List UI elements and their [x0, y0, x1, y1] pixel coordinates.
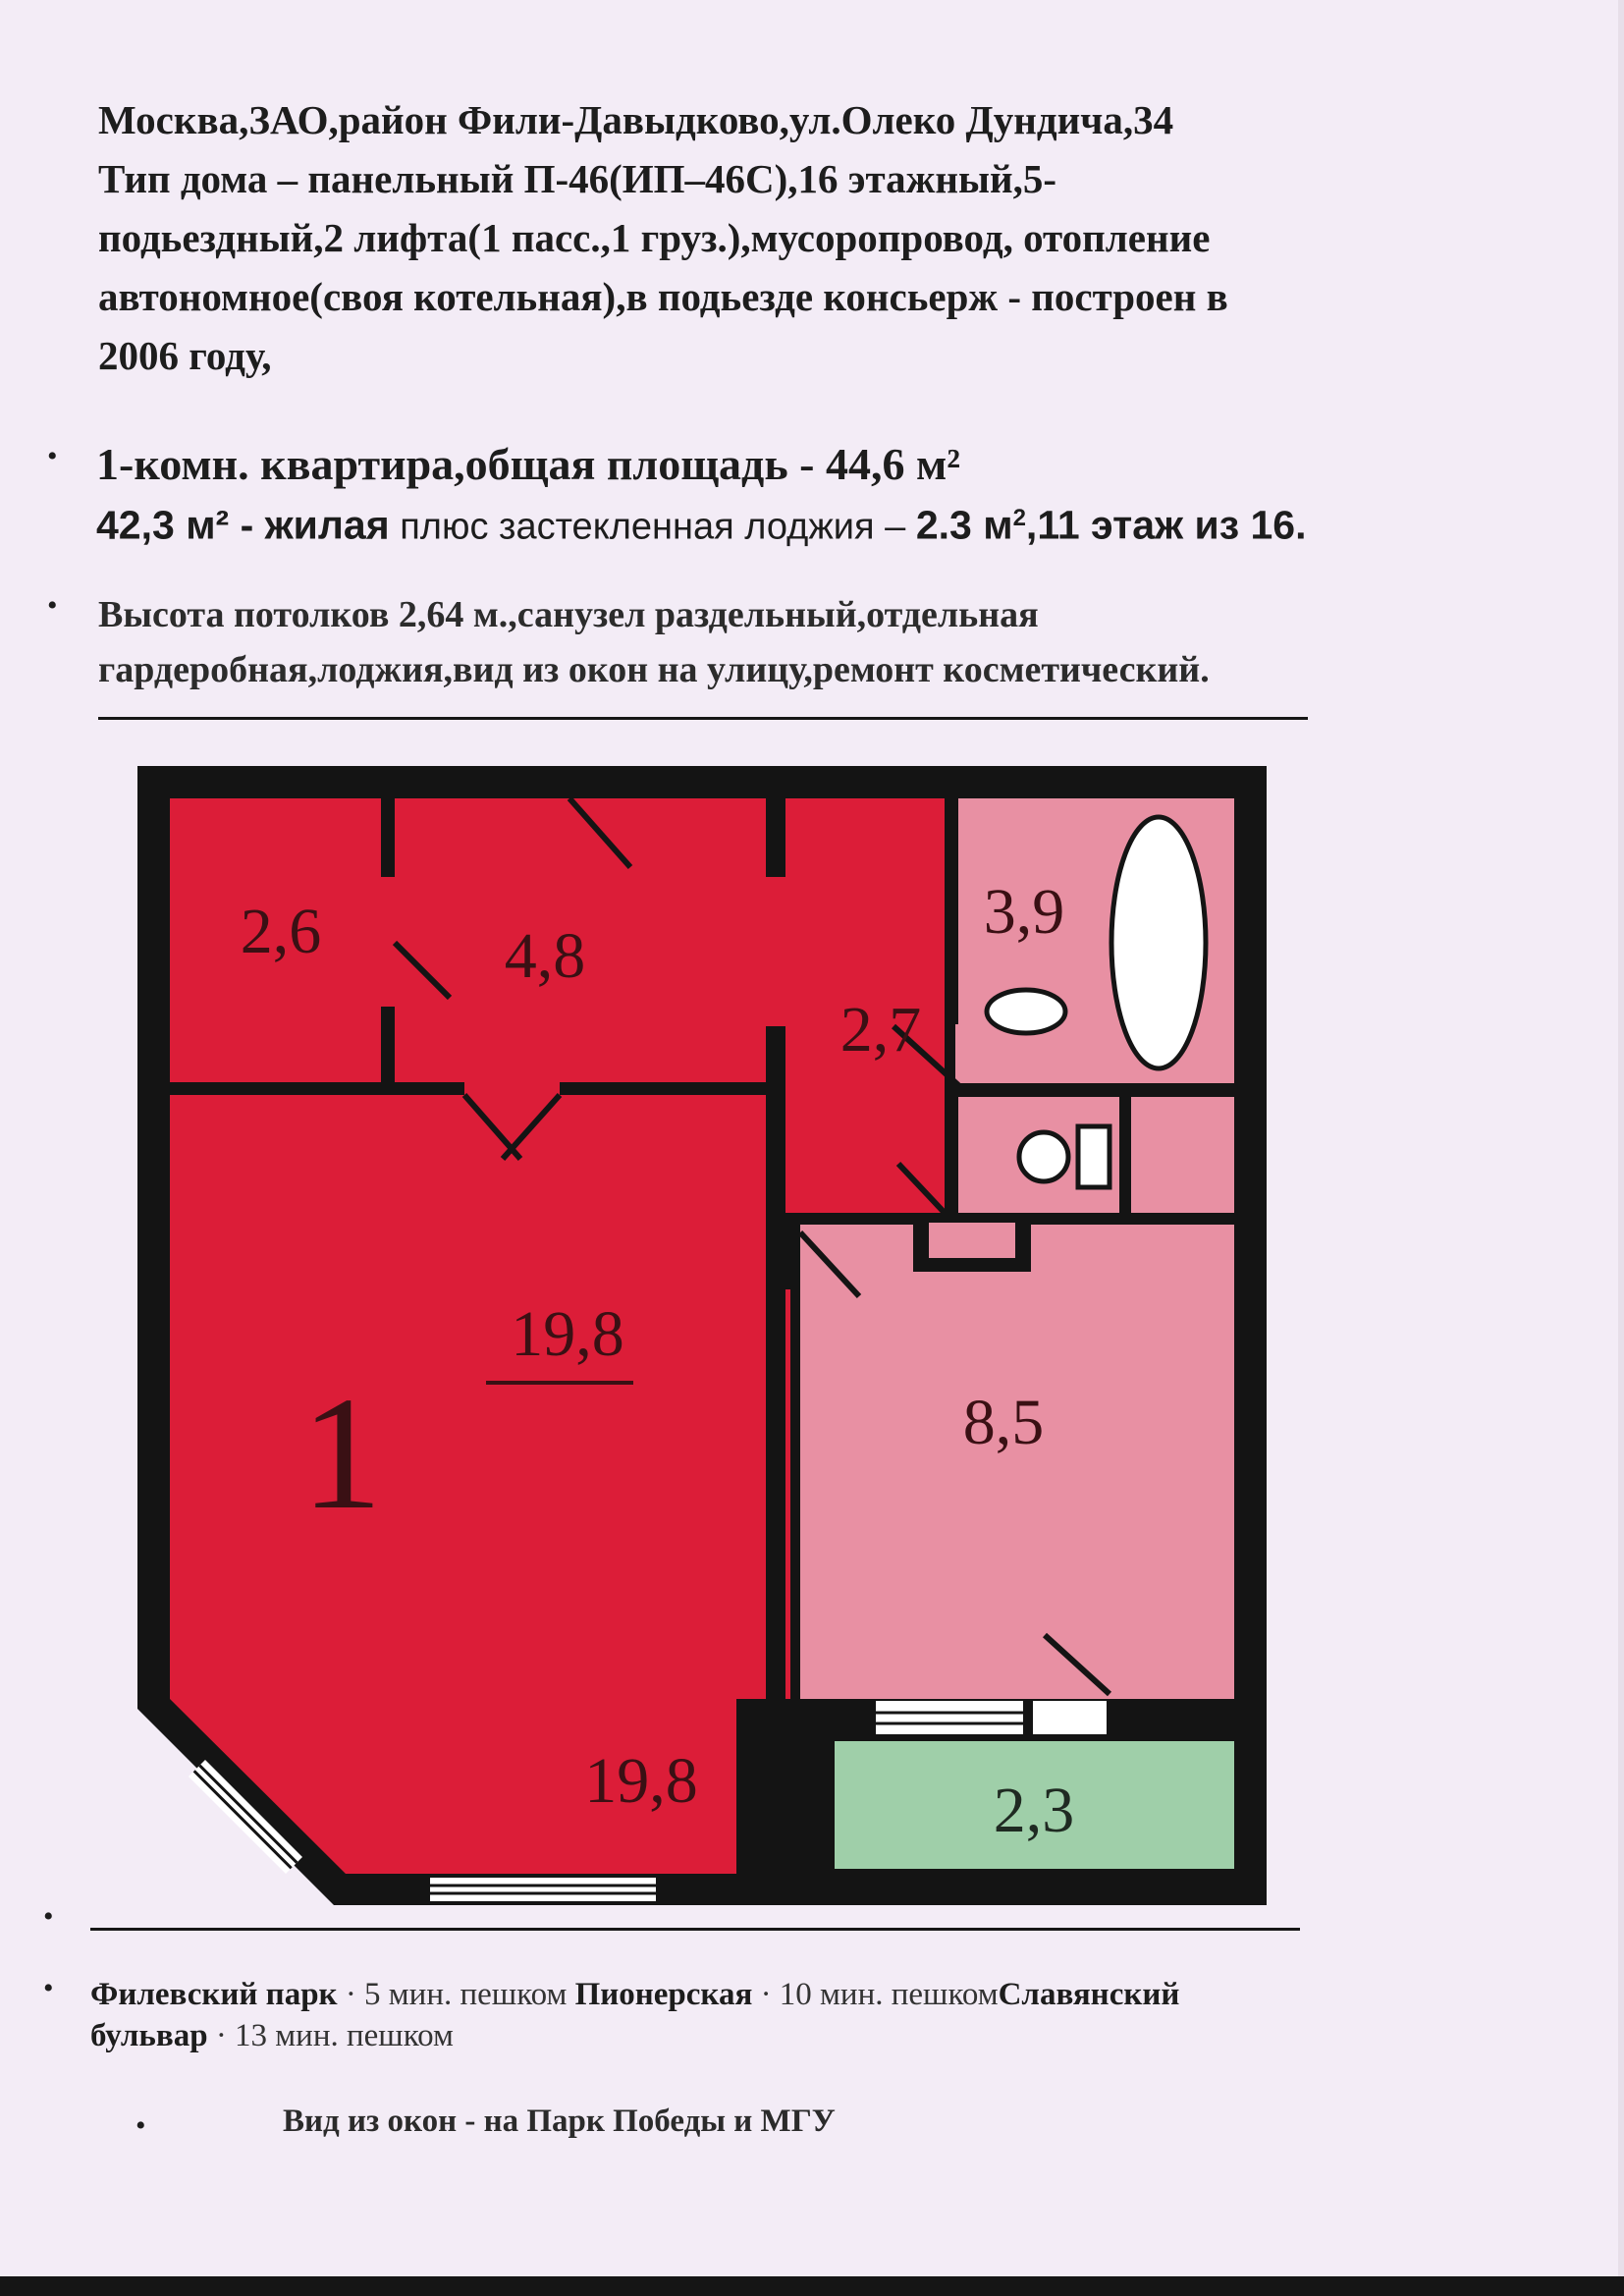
- window-icon: [430, 1878, 656, 1901]
- bullet-icon: •: [47, 589, 58, 622]
- room-label-corridor: 2,7: [839, 994, 922, 1066]
- wall: [736, 1699, 795, 1876]
- wall: [945, 1097, 958, 1215]
- scan-edge: [1618, 0, 1624, 2296]
- wall: [381, 1007, 395, 1095]
- room-label-bathroom: 3,9: [983, 876, 1065, 948]
- metro-station: Пионерская: [574, 1977, 753, 2012]
- wall: [560, 1082, 776, 1095]
- apartment-summary: [96, 440, 1306, 557]
- room-label-loggia: 2,3: [993, 1775, 1075, 1846]
- walk-time: · 10 мин. пешком: [752, 1977, 999, 2012]
- toilet-tank-icon: [1078, 1126, 1110, 1187]
- sink-icon: [987, 990, 1065, 1033]
- room-number: 1: [300, 1363, 383, 1543]
- wall: [766, 798, 785, 877]
- living-area: 42,3 м² - жилая: [96, 502, 390, 548]
- window-pane: [430, 1878, 656, 1901]
- loggia-sup: 2: [1012, 505, 1026, 531]
- walk-time: · 13 мин. пешком: [207, 2018, 454, 2053]
- bullet-icon: •: [135, 2109, 146, 2142]
- kitchen-zone: [800, 1223, 1234, 1699]
- header-line: Тип дома – панельный П-46(ИП–46С),16 этажный,5-: [98, 156, 1057, 201]
- header-line: Москва,ЗАО,район Фили-Давыдково,ул.Олеко Дундича,34: [98, 97, 1174, 142]
- walk-time: · 5 мин. пешком: [337, 1977, 575, 2012]
- loggia-text: плюс застекленная лоджия –: [389, 506, 916, 548]
- loggia-area: 2.3 м: [915, 502, 1013, 548]
- room-label-hall: 4,8: [504, 920, 586, 992]
- floor-info: ,11 этаж из 16.: [1025, 502, 1307, 548]
- window-pane: [876, 1701, 1023, 1734]
- wall: [170, 1082, 464, 1095]
- metro-station: Славянский: [998, 1977, 1180, 2012]
- room-label-main-top: 19,8: [511, 1298, 624, 1370]
- floor-plan-drawing: [137, 766, 1267, 1905]
- apartment-detail-line: [96, 489, 1306, 557]
- apartment-details: [98, 587, 1473, 697]
- bullet-icon: •: [43, 1900, 54, 1933]
- wall: [381, 798, 395, 877]
- wall: [945, 1083, 1239, 1097]
- wall: [766, 1026, 785, 1704]
- apartment-area-line: 1-комн. квартира,общая площадь - 44,6 м²: [96, 439, 961, 489]
- scan-edge: [0, 2276, 1624, 2296]
- metro-station: бульвар: [90, 2018, 208, 2053]
- floor-plan: [137, 766, 1267, 1905]
- toilet-bowl-icon: [1019, 1132, 1068, 1181]
- details-line: гардеробная,лоджия,вид из окон на улицу,ремонт косметический.: [98, 649, 1210, 690]
- room-label-kitchen: 8,5: [962, 1387, 1045, 1458]
- header-line: автономное(своя котельная),в подьезде консьерж - построен в: [98, 274, 1228, 319]
- wall: [945, 798, 958, 1024]
- bullet-icon: •: [47, 440, 58, 472]
- window-view: Вид из окон - на Парк Победы и МГУ: [283, 2104, 836, 2139]
- metro-station: Филевский парк: [90, 1977, 338, 2012]
- transport-info: [90, 1974, 1514, 2056]
- bathtub-icon: [1111, 817, 1206, 1068]
- header-line: подьездный,2 лифта(1 пасс.,1 груз.),мусоропровод, отопление: [98, 215, 1211, 260]
- window-pane: [1033, 1701, 1107, 1734]
- header-line: 2006 году,: [98, 333, 272, 378]
- room-label-main-bottom: 19,8: [584, 1745, 698, 1817]
- details-line: Высота потолков 2,64 м.,санузел раздельный,отдельная: [98, 594, 1039, 635]
- divider: [98, 717, 1308, 720]
- window-icon: [876, 1701, 1107, 1734]
- divider: [90, 1928, 1300, 1931]
- address-block: [98, 90, 1551, 385]
- room-label-wardrobe: 2,6: [240, 896, 322, 967]
- bullet-icon: •: [43, 1972, 54, 2004]
- wall-niche: [929, 1223, 1015, 1258]
- wall: [1119, 1097, 1131, 1213]
